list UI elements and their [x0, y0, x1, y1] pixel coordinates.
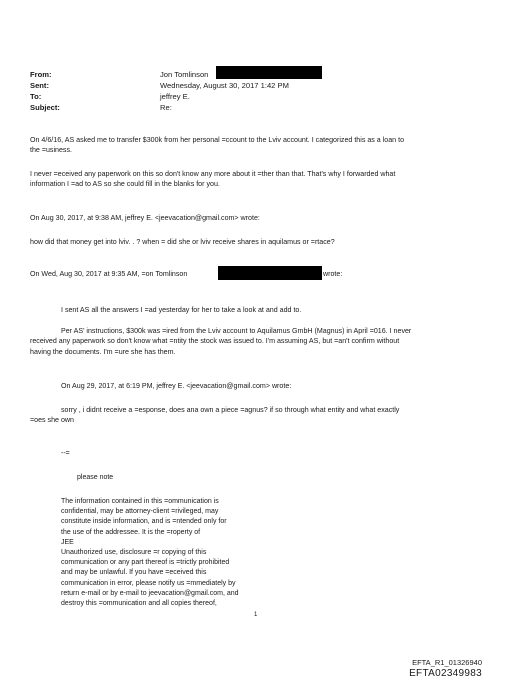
text-line: On Aug 29, 2017, at 6:19 PM, jeffrey E. <jeevacation@gmail.com> wrote:	[61, 382, 292, 390]
text-line: confidential, may be attorney-client =rivileged, may	[61, 508, 219, 516]
please-note: please note	[77, 474, 114, 481]
body-paragraph-2	[30, 169, 395, 190]
footer-id-1: EFTA_R1_01326940	[412, 658, 482, 667]
subject-value: Re:	[160, 103, 172, 112]
text-line: Unauthorized use, disclosure =r copying of this	[61, 549, 207, 557]
text-line: how did that money get into lviv. . ? when = did she or lviv receive shares in aquilamus or =rtace?	[30, 238, 335, 246]
quote-3-header	[61, 381, 291, 391]
to-value: jeffrey E.	[160, 92, 190, 101]
redaction-box	[216, 66, 322, 79]
quote-1-body	[30, 237, 335, 247]
sent-value: Wednesday, August 30, 2017 1:42 PM	[160, 81, 289, 90]
text-line: destroy this =ommunication and all copies thereof,	[61, 600, 217, 608]
disclaimer	[61, 497, 239, 609]
text-line: and may be unlawful. If you have =eceived this	[61, 569, 207, 577]
page-number: 1	[254, 612, 258, 618]
text-line: The information contained in this =ommunication is	[61, 498, 219, 505]
text-line: the =usiness.	[30, 146, 72, 155]
text-line: sorry , i didnt receive a =esponse, does ana own a piece =agnus? if so through what entity and what exactly	[61, 406, 400, 414]
text-line: Per AS' instructions, $300k was =ired from the Lviv account to Aquilamus GmbH (Magnus) in April =016. I never	[61, 327, 412, 335]
redaction-box	[218, 266, 322, 280]
quote-2-paragraph-1	[61, 305, 301, 315]
text-line: =oes she own	[30, 416, 74, 425]
quote-3-body	[30, 405, 399, 426]
quote-2-paragraph-2	[30, 326, 411, 357]
quote-2-header-post: wrote:	[323, 270, 343, 278]
footer-id-2: EFTA02349983	[409, 668, 482, 679]
text-line: I never =eceived any paperwork on this so don't know any more about it =ther than that. That's why I forwarded what	[30, 170, 396, 178]
text-line: return e-mail or by e-mail to jeevacation@gmail.com, and	[61, 589, 239, 597]
from-label: From:	[30, 70, 52, 79]
from-value: Jon Tomlinson	[160, 70, 209, 79]
text-line: information I =ad to AS so she could fill in the blanks for you.	[30, 180, 220, 189]
text-line: constitute inside information, and is =ntended only for	[61, 518, 227, 526]
text-line: received any paperwork so don't know what =ntity the stock was issued to. I'm assuming AS, but =an't confirm without	[30, 337, 400, 346]
signature-separator: --=	[61, 450, 70, 457]
text-line: having the documents. I'm =ure she has them.	[30, 347, 176, 356]
text-line: On 4/6/16, AS asked me to transfer $300k from her personal =ccount to the Lviv account. I categorized this as a loan to	[30, 136, 405, 144]
text-line: I sent AS all the answers I =ad yesterday for her to take a look at and add to.	[61, 306, 302, 314]
quote-1-header	[30, 213, 260, 223]
text-line: the use of the addressee. It is the =roperty of	[61, 528, 201, 536]
subject-label: Subject:	[30, 103, 60, 112]
text-line: JEE	[61, 538, 74, 546]
text-line: On Aug 30, 2017, at 9:38 AM, jeffrey E. <jeevacation@gmail.com> wrote:	[30, 214, 260, 222]
text-line: communication or any part thereof is =trictly prohibited	[61, 559, 230, 567]
sent-label: Sent:	[30, 81, 49, 90]
quote-2-header-pre: On Wed, Aug 30, 2017 at 9:35 AM, =on Tomlinson	[30, 270, 188, 278]
to-label: To:	[30, 92, 42, 101]
body-paragraph-1	[30, 135, 404, 156]
text-line: communication in error, please notify us =mmediately by	[61, 579, 236, 587]
